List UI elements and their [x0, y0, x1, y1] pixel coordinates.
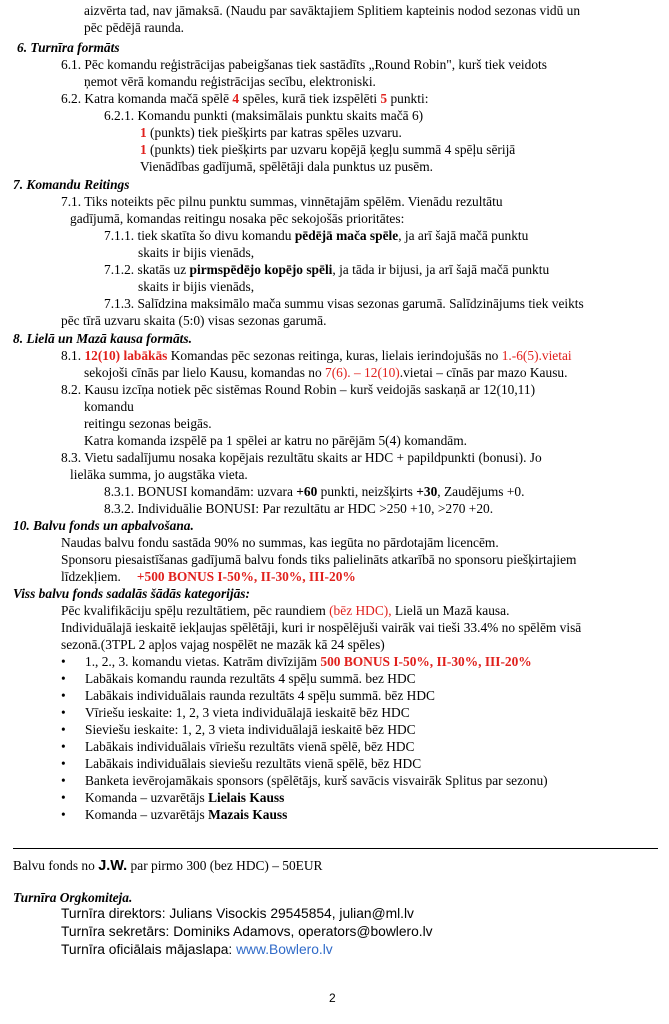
s6-p21-b-number: 1 [140, 142, 147, 157]
s6-p21-b-line [140, 142, 515, 159]
bullet-2-text: Labākais komandu raunda rezultāts 4 spēļu summā. bez HDC [85, 671, 416, 686]
s7-p12-line-1 [104, 262, 549, 279]
s6-p1-line-2: ņemot vērā komandu reģistrācijas secību, elektroniski. [84, 74, 376, 89]
s10-line-2: Sponsoru piesaistīšanas gadījumā balvu fonds tiks palielināts atkarībā no sponsoru piešķirtajiem [61, 552, 577, 567]
s7-p1-line-1: 7.1. Tiks noteikts pēc pilnu punktu summas, vinnētajām spēlēm. Vienādu rezultātu [61, 194, 503, 209]
s8-p1-places-small: 7(6). – 12(10) [325, 365, 400, 380]
s8-p1-places-big: 1.-6(5).vietai [501, 348, 572, 363]
bullet-icon: • [61, 773, 66, 788]
dist-line-2: Individuālajā ieskaitē iekļaujas spēlētāji, kuri ir nospēlējuši vairāk vai tieši 33.4% no spēlēm visā [61, 620, 582, 635]
s6-p2-text-c: punkti: [387, 91, 429, 106]
s7-p12-line-2: skaits ir bijis vienāds, [138, 279, 255, 294]
bullet-icon: • [61, 671, 66, 686]
org-site-link[interactable]: www.Bowlero.lv [236, 942, 333, 957]
section-7-heading: 7. Komandu Reitings [13, 177, 130, 192]
s8-p2-line-2: komandu [84, 399, 134, 414]
fund-line-suffix: par pirmo 300 (bez HDC) – 50EUR [127, 858, 323, 873]
dist-line-1-text-b: Lielā un Mazā kausa. [391, 603, 510, 618]
s8-p3-line-1: 8.3. Vietu sadalījumu nosaka kopējais rezultātu skaits ar HDC + papildpunkti (bonusi). Jo [61, 450, 542, 465]
bullet-icon: • [61, 654, 66, 669]
bullet-item-1 [61, 654, 532, 671]
bullet-icon: • [61, 739, 66, 754]
bullet-item-6 [61, 739, 415, 756]
s8-p1-line-2 [84, 365, 567, 382]
bullet-7-text: Labākais individuālais sieviešu rezultāts vienā spēlē, bēz HDC [85, 756, 422, 771]
dist-line-1-text-a: Pēc kvalifikāciju spēļu rezultātiem, pēc raundiem [61, 603, 330, 618]
s8-p31-text-a: 8.3.1. BONUSI komandām: uzvara [104, 484, 297, 499]
bullet-icon: • [61, 705, 66, 720]
bullet-1-bonus: 500 BONUS I-50%, II-30%, III-20% [320, 654, 532, 669]
s8-p31-draw-bonus: +30 [416, 484, 438, 499]
bullet-8-text: Banketa ievērojamākais sponsors (spēlētājs, kurš savācis visvairāk Splitus par sezonu) [85, 773, 548, 788]
page-number: 2 [329, 991, 336, 1005]
s8-p31-line [104, 484, 524, 501]
s8-p1-text-b: sekojoši cīnās par lielo Kausu, komandas no [84, 365, 325, 380]
s8-p1-line-1 [61, 348, 572, 365]
s6-p2-points-count: 5 [380, 91, 388, 106]
s8-p32-line: 8.3.2. Individuālie BONUSI: Par rezultātu ar HDC >250 +10, >270 +20. [104, 501, 494, 516]
s8-p1-text-a: Komandas pēc sezonas reitinga, kuras, lielais ierindojušās no [167, 348, 502, 363]
s7-p12-bold: pirmspēdējo kopējo spēli [189, 262, 333, 277]
bullet-1-text: 1., 2., 3. komandu vietas. Katrām divīzijām [85, 654, 321, 669]
s8-p2-line-1: 8.2. Kausu izcīņa notiek pēc sistēmas Round Robin – kurš veidojās saskaņā ar 12(10,11) [61, 382, 536, 397]
distribution-heading: Viss balvu fonds sadalās šādās kategorijās: [13, 586, 250, 601]
s8-p2-line-3: reitingu sezonas beigās. [84, 416, 212, 431]
s7-p11-bold: pēdējā mača spēle [294, 228, 399, 243]
bullet-10-bold: Mazais Kauss [208, 807, 288, 822]
s6-p2-text-b: spēles, kurā tiek izspēlēti [239, 91, 381, 106]
horizontal-divider [13, 848, 658, 849]
bullet-icon: • [61, 688, 66, 703]
bullet-icon: • [61, 756, 66, 771]
org-heading: Turnīra Orgkomiteja. [13, 890, 133, 905]
s6-p1-line-1: 6.1. Pēc komandu reģistrācijas pabeigšanas tiek sastādīts „Round Robin", kurš tiek veidots [61, 57, 547, 72]
bullet-icon: • [61, 722, 66, 737]
dist-line-1 [61, 603, 509, 620]
org-site-line [61, 942, 333, 959]
s10-line-3-text: līdzekļiem. [61, 569, 121, 584]
s6-p21-a-number: 1 [140, 125, 147, 140]
s5-cont-line-2: pēc pēdējā raunda. [84, 20, 184, 35]
s7-p11-text-b: , ja arī šajā mačā punktu [398, 228, 529, 243]
s6-p21-a-text: (punkts) tiek piešķirts par katras spēles uzvaru. [146, 125, 402, 140]
s8-p1-top-teams: 12(10) labākās [84, 348, 168, 363]
s8-p1-text-c: .vietai – cīnās par mazo Kausu. [399, 365, 568, 380]
org-director: Turnīra direktors: Julians Visockis 29545854, julian@ml.lv [61, 906, 414, 921]
s6-p21-b-text: (punkts) tiek piešķirts par uzvaru kopējā ķegļu summā 4 spēļu sērijā [146, 142, 516, 157]
s8-p2-line-4: Katra komanda izspēlē pa 1 spēlei ar katru no pārējām 5(4) komandām. [84, 433, 467, 448]
s8-p31-text-b: punkti, neizšķirts [317, 484, 417, 499]
s8-p3-line-2: lielāka summa, jo augstāka vieta. [70, 467, 248, 482]
s5-cont-line-1: aizvērta tad, nav jāmaksā. (Naudu par savāktajiem Splitiem kapteinis nodod sezonas vidū un [84, 3, 581, 18]
bullet-item-7 [61, 756, 422, 773]
section-6-heading: 6. Turnīra formāts [17, 40, 120, 55]
s6-p21-c-line: Vienādības gadījumā, spēlētāji dala punktus uz pusēm. [140, 159, 433, 174]
org-site-label: Turnīra oficiālais mājaslapa: [61, 942, 237, 957]
bullet-item-4 [61, 705, 410, 722]
bullet-10-text: Komanda – uzvarētājs [85, 807, 209, 822]
bullet-icon: • [61, 807, 66, 822]
s6-p21-line: 6.2.1. Komandu punkti (maksimālais punktu skaits mačā 6) [104, 108, 424, 123]
bullet-item-2 [61, 671, 416, 688]
s8-p31-win-bonus: +60 [296, 484, 318, 499]
s7-p1-line-2: gadījumā, komandas reitingu nosaka pēc sekojošās prioritātes: [70, 211, 405, 226]
s7-p11-line-2: skaits ir bijis vienāds, [138, 245, 255, 260]
s6-p2-text-a: 6.2. Katra komanda mačā spēlē [61, 91, 233, 106]
s8-p31-text-c: , Zaudējums +0. [437, 484, 525, 499]
bullet-9-text: Komanda – uzvarētājs [85, 790, 209, 805]
bullet-6-text: Labākais individuālais vīriešu rezultāts vienā spēlē, bēz HDC [85, 739, 415, 754]
s6-p2-games-count: 4 [232, 91, 240, 106]
fund-line-prefix: Balvu fonds no [13, 858, 99, 873]
bullet-5-text: Sieviešu ieskaite: 1, 2, 3 vieta individuālajā ieskaitē bēz HDC [85, 722, 416, 737]
s10-line-3 [61, 569, 356, 586]
s7-p13-line-2: pēc tīrā uzvaru skaita (5:0) visas sezonas garumā. [61, 313, 327, 328]
bullet-3-text: Labākais individuālais raunda rezultāts 4 spēļu summā. bēz HDC [85, 688, 435, 703]
s10-bonus-red: +500 BONUS I-50%, II-30%, III-20% [136, 569, 356, 584]
bullet-4-text: Vīriešu ieskaite: 1, 2, 3 vieta individuālajā ieskaitē bēz HDC [85, 705, 410, 720]
section-8-heading: 8. Lielā un Mazā kausa formāts. [13, 331, 192, 346]
s6-p2-line [61, 91, 428, 108]
s6-p21-a-line [140, 125, 402, 142]
fund-line-jw: J.W. [98, 858, 128, 874]
dist-line-3: sezonā.(3TPL 2 apļos vajag nospēlēt ne mazāk kā 24 spēles) [61, 637, 385, 652]
s7-p11-text-a: 7.1.1. tiek skatīta šo divu komandu [104, 228, 295, 243]
section-10-heading: 10. Balvu fonds un apbalvošana. [13, 518, 194, 533]
bullet-item-5 [61, 722, 416, 739]
bullet-item-9 [61, 790, 285, 807]
s7-p12-text-a: 7.1.2. skatās uz [104, 262, 190, 277]
bullet-item-10 [61, 807, 288, 824]
fund-line [13, 858, 322, 875]
bullet-item-8 [61, 773, 548, 790]
dist-line-1-no-hdc: (bēz HDC), [329, 603, 392, 618]
bullet-item-3 [61, 688, 435, 705]
s7-p11-line-1 [104, 228, 528, 245]
s10-line-1: Naudas balvu fondu sastāda 90% no summas, kas iegūta no pārdotajām licencēm. [61, 535, 499, 550]
s7-p13-line-1: 7.1.3. Salīdzina maksimālo mača summu visas sezonas garumā. Salīdzinājums tiek veikts [104, 296, 584, 311]
bullet-9-bold: Lielais Kauss [208, 790, 285, 805]
s8-p1-prefix: 8.1. [61, 348, 85, 363]
s7-p12-text-b: , ja tāda ir bijusi, ja arī šajā mačā punktu [332, 262, 550, 277]
bullet-icon: • [61, 790, 66, 805]
org-secretary: Turnīra sekretārs: Dominiks Adamovs, operators@bowlero.lv [61, 924, 433, 939]
